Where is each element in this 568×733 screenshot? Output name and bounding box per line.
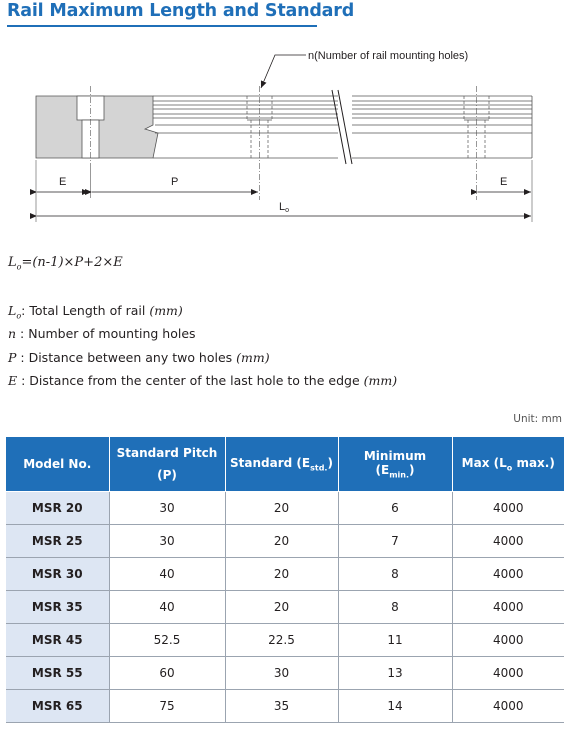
cell-standard: 35 bbox=[225, 690, 338, 723]
header-pitch: Standard Pitch (P) bbox=[109, 437, 225, 492]
table-row bbox=[6, 690, 564, 723]
cell-minimum: 11 bbox=[338, 624, 452, 657]
cell-model: MSR 45 bbox=[6, 624, 109, 657]
cell-model: MSR 55 bbox=[6, 657, 109, 690]
cell-max: 4000 bbox=[452, 657, 564, 690]
cell-standard: 20 bbox=[225, 591, 338, 624]
definition-item: E : Distance from the center of the last hole to the edge (mm) bbox=[8, 373, 398, 389]
rail-side-right bbox=[352, 96, 532, 158]
cell-standard: 20 bbox=[225, 558, 338, 591]
table-row bbox=[6, 624, 564, 657]
callout-leader bbox=[261, 55, 306, 88]
title-underline bbox=[7, 25, 317, 27]
cell-model: MSR 30 bbox=[6, 558, 109, 591]
cell-max: 4000 bbox=[452, 690, 564, 723]
rail-diagram bbox=[0, 30, 568, 225]
table-row bbox=[6, 657, 564, 690]
header-minimum: Minimum $(E_{min.})$ bbox=[338, 437, 452, 492]
definitions-list bbox=[8, 302, 397, 396]
cell-max: 4000 bbox=[452, 558, 564, 591]
dim-e-right: E bbox=[500, 176, 508, 188]
spec-table bbox=[6, 437, 564, 723]
rail-side-left bbox=[153, 96, 338, 158]
cell-minimum: 6 bbox=[338, 492, 452, 525]
cell-max: 4000 bbox=[452, 525, 564, 558]
table-header-row bbox=[6, 437, 564, 492]
cell-max: 4000 bbox=[452, 492, 564, 525]
cell-pitch: 75 bbox=[109, 690, 225, 723]
header-standard: Standard $(E_{std.})$ bbox=[225, 437, 338, 492]
unit-note: Unit: mm bbox=[513, 413, 562, 425]
header-model: Model No. bbox=[6, 437, 109, 492]
cell-standard: 20 bbox=[225, 492, 338, 525]
cell-standard: 22.5 bbox=[225, 624, 338, 657]
definition-item: P : Distance between any two holes (mm) bbox=[8, 349, 270, 365]
cell-standard: 30 bbox=[225, 657, 338, 690]
cell-minimum: 8 bbox=[338, 558, 452, 591]
definition-item: n : Number of mounting holes bbox=[8, 326, 196, 342]
length-formula: $L_o=(n-1)\times P+2\times E$ bbox=[8, 255, 123, 272]
cell-pitch: 30 bbox=[109, 525, 225, 558]
cell-model: MSR 65 bbox=[6, 690, 109, 723]
dim-l: Lo bbox=[279, 201, 290, 214]
dim-p: P bbox=[171, 176, 179, 188]
callout-label: n(Number of rail mounting holes) bbox=[308, 50, 469, 62]
table-row bbox=[6, 558, 564, 591]
cell-pitch: 30 bbox=[109, 492, 225, 525]
cell-minimum: 7 bbox=[338, 525, 452, 558]
cell-minimum: 13 bbox=[338, 657, 452, 690]
dim-e-left: E bbox=[59, 176, 67, 188]
cell-max: 4000 bbox=[452, 624, 564, 657]
page-title: Rail Maximum Length and Standard bbox=[7, 1, 355, 21]
cell-model: MSR 20 bbox=[6, 492, 109, 525]
cell-max: 4000 bbox=[452, 591, 564, 624]
cell-model: MSR 25 bbox=[6, 525, 109, 558]
cell-standard: 20 bbox=[225, 525, 338, 558]
table-row bbox=[6, 525, 564, 558]
cell-minimum: 14 bbox=[338, 690, 452, 723]
table-row bbox=[6, 492, 564, 525]
cell-pitch: 40 bbox=[109, 591, 225, 624]
cell-minimum: 8 bbox=[338, 591, 452, 624]
cell-pitch: 52.5 bbox=[109, 624, 225, 657]
cell-model: MSR 35 bbox=[6, 591, 109, 624]
table-row bbox=[6, 591, 564, 624]
cell-pitch: 60 bbox=[109, 657, 225, 690]
definition-item: $L_o$: Total Length of rail (mm) bbox=[8, 303, 183, 321]
cell-pitch: 40 bbox=[109, 558, 225, 591]
header-max: Max ($L_o$ max.) bbox=[452, 437, 564, 492]
